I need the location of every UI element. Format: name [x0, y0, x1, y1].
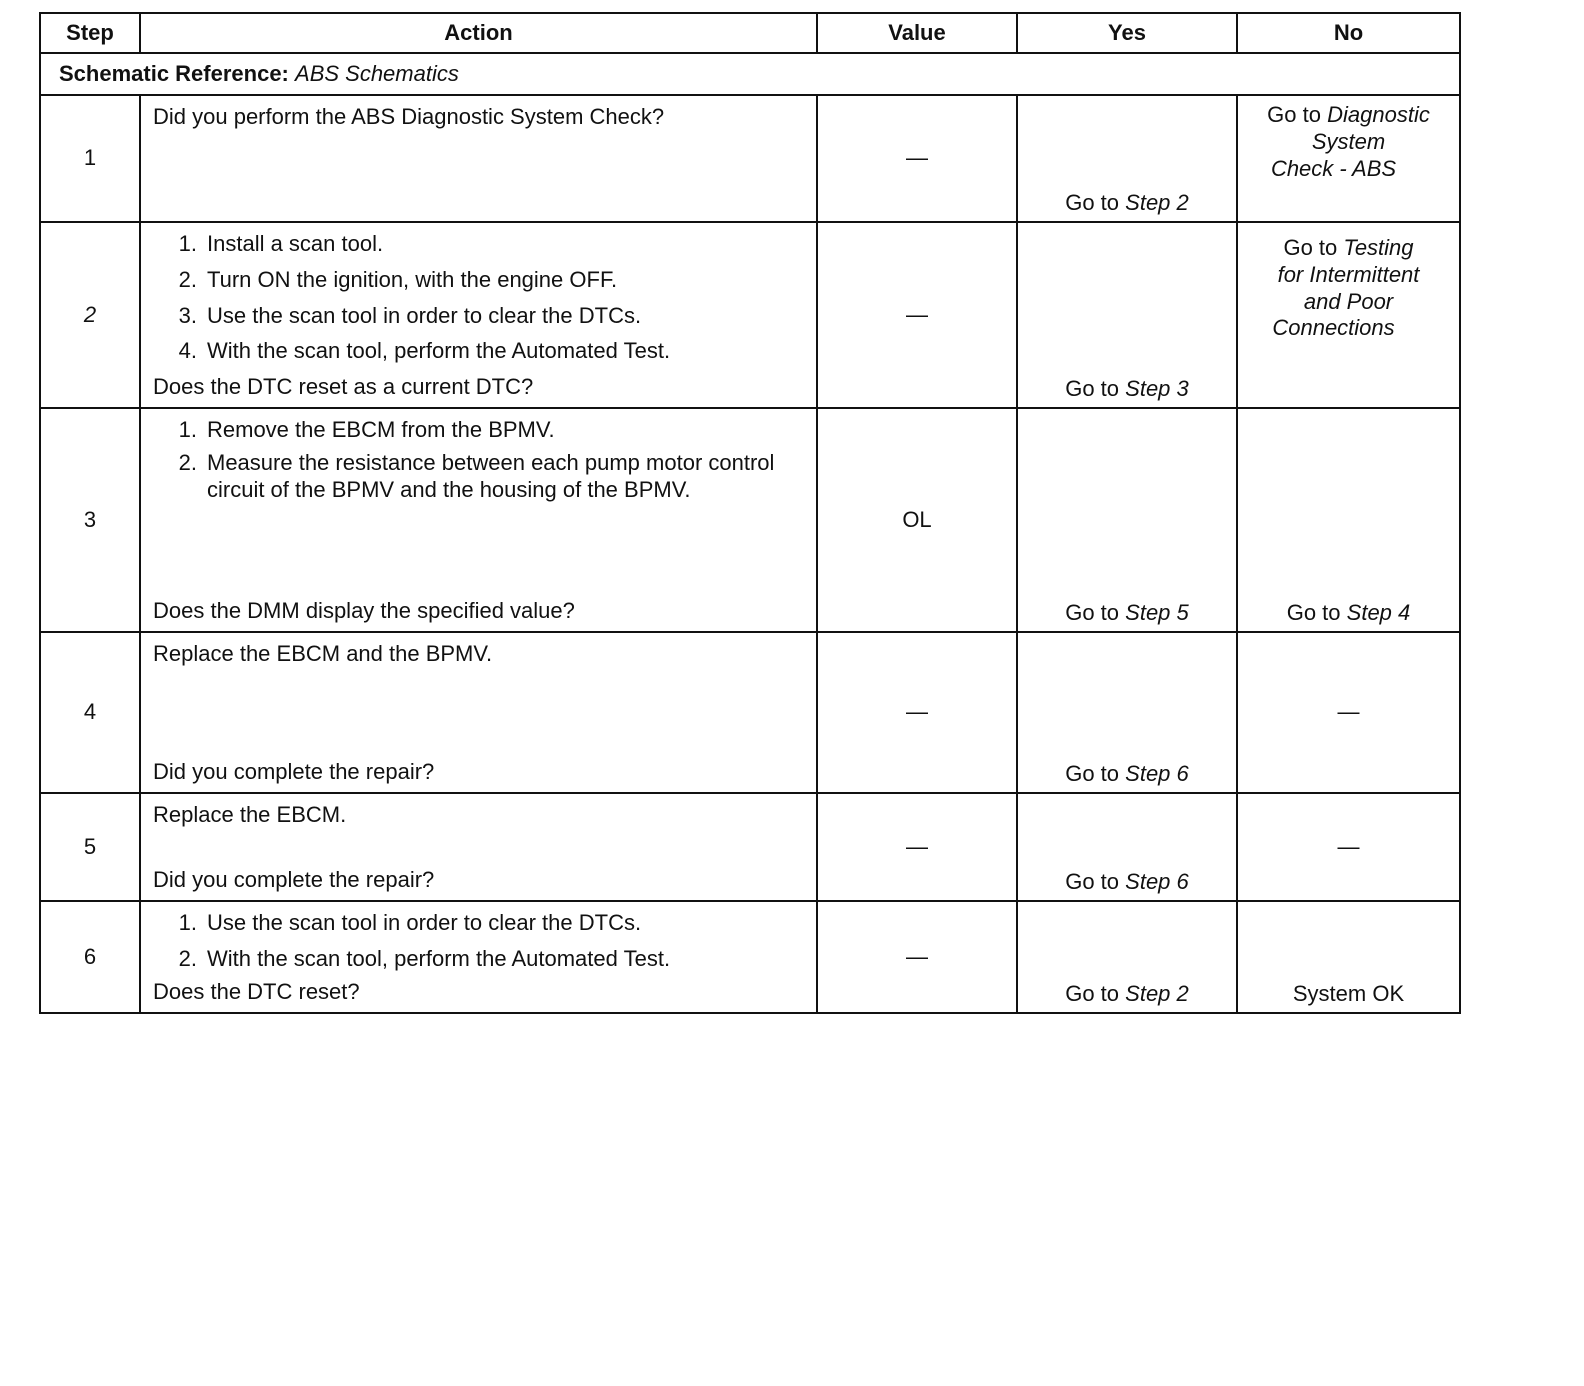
action-text: Replace the EBCM and the BPMV. — [153, 641, 493, 666]
action-question: Did you complete the repair? — [153, 867, 435, 893]
yes-prefix: Go to — [1065, 869, 1120, 895]
no-link-line3[interactable]: Check - ABS — [1270, 155, 1397, 181]
action-list — [153, 231, 806, 374]
value-cell: — — [817, 632, 1017, 793]
schematic-reference — [40, 53, 1460, 95]
yes-cell — [1017, 222, 1237, 408]
no-link-line2[interactable]: for Intermittent — [1277, 261, 1420, 287]
action-question: Did you complete the repair? — [153, 759, 435, 785]
action-cell — [140, 95, 817, 222]
yes-step-link[interactable]: Step 6 — [1125, 869, 1189, 895]
no-cell — [1237, 408, 1460, 632]
header-value: Value — [817, 13, 1017, 53]
value-cell: OL — [817, 408, 1017, 632]
schematic-reference-row — [40, 53, 1460, 95]
action-cell — [140, 222, 817, 408]
action-cell — [140, 901, 817, 1013]
no-result: System OK — [1292, 981, 1405, 1007]
schematic-reference-link[interactable]: ABS Schematics — [295, 60, 459, 86]
no-cell: — — [1237, 793, 1460, 901]
table-row — [40, 222, 1460, 408]
action-question: Does the DTC reset as a current DTC? — [153, 374, 534, 400]
no-link-line1[interactable]: Testing — [1343, 235, 1414, 260]
yes-step-link[interactable]: Step 5 — [1125, 600, 1189, 626]
step-number: 4 — [40, 632, 140, 793]
no-link-line4[interactable]: Connections — [1272, 315, 1395, 341]
no-link-line1[interactable]: Diagnostic — [1327, 102, 1430, 127]
step-number: 3 — [40, 408, 140, 632]
table-row — [40, 95, 1460, 222]
yes-prefix: Go to — [1065, 376, 1120, 402]
action-question: Did you perform the ABS Diagnostic System Check? — [153, 104, 665, 129]
step-number: 2 — [40, 222, 140, 408]
no-prefix: Go to — [1286, 600, 1341, 626]
yes-cell — [1017, 793, 1237, 901]
yes-cell — [1017, 901, 1237, 1013]
yes-step-link[interactable]: Step 3 — [1125, 376, 1189, 402]
action-question: Does the DTC reset? — [153, 979, 360, 1005]
table-row — [40, 793, 1460, 901]
step-number: 1 — [40, 95, 140, 222]
no-link-line3[interactable]: and Poor — [1303, 288, 1394, 314]
yes-prefix: Go to — [1065, 600, 1120, 626]
no-cell — [1237, 95, 1460, 222]
value-cell: — — [817, 95, 1017, 222]
action-list — [153, 910, 806, 973]
no-prefix: Go to — [1283, 235, 1338, 260]
list-item: 1. Use the scan tool in order to clear the DTCs. — [178, 910, 642, 935]
header-row — [40, 13, 1460, 53]
list-item: 2. Measure the resistance between each pump motor control circuit of the BPMV and the housing of the BPMV. — [178, 449, 775, 502]
yes-cell — [1017, 408, 1237, 632]
action-text: Replace the EBCM. — [153, 802, 347, 827]
no-cell — [1237, 901, 1460, 1013]
yes-step-link[interactable]: Step 2 — [1125, 981, 1189, 1007]
no-link-line2[interactable]: System — [1311, 128, 1386, 154]
yes-cell — [1017, 632, 1237, 793]
table-row — [40, 408, 1460, 632]
value-cell: — — [817, 901, 1017, 1013]
no-cell — [1237, 222, 1460, 408]
diagnostic-table — [39, 12, 1461, 1014]
list-item: 3. Use the scan tool in order to clear the DTCs. — [178, 302, 642, 328]
yes-step-link[interactable]: Step 6 — [1125, 761, 1189, 787]
list-item: 2. With the scan tool, perform the Automated Test. — [178, 945, 671, 971]
yes-prefix: Go to — [1065, 761, 1120, 787]
list-item: 1. Remove the EBCM from the BPMV. — [178, 417, 555, 442]
list-item: 2. Turn ON the ignition, with the engine OFF. — [178, 266, 618, 292]
schematic-reference-label: Schematic Reference: — [59, 60, 289, 86]
no-step-link[interactable]: Step 4 — [1346, 600, 1411, 626]
yes-step-link[interactable]: Step 2 — [1125, 190, 1189, 216]
action-cell — [140, 793, 817, 901]
list-item: 1. Install a scan tool. — [178, 231, 384, 256]
yes-prefix: Go to — [1065, 190, 1120, 216]
action-question: Does the DMM display the specified value? — [153, 598, 575, 624]
header-step: Step — [40, 13, 140, 53]
header-yes: Yes — [1017, 13, 1237, 53]
header-no: No — [1237, 13, 1460, 53]
no-prefix: Go to — [1267, 102, 1321, 127]
yes-cell — [1017, 95, 1237, 222]
action-list — [153, 417, 806, 509]
action-cell — [140, 632, 817, 793]
step-number: 5 — [40, 793, 140, 901]
no-cell: — — [1237, 632, 1460, 793]
value-cell: — — [817, 222, 1017, 408]
yes-prefix: Go to — [1065, 981, 1120, 1007]
step-number: 6 — [40, 901, 140, 1013]
list-item: 4. With the scan tool, perform the Automated Test. — [178, 338, 671, 364]
action-cell — [140, 408, 817, 632]
header-action: Action — [140, 13, 817, 53]
value-cell: — — [817, 793, 1017, 901]
table-row — [40, 632, 1460, 793]
table-row — [40, 901, 1460, 1013]
